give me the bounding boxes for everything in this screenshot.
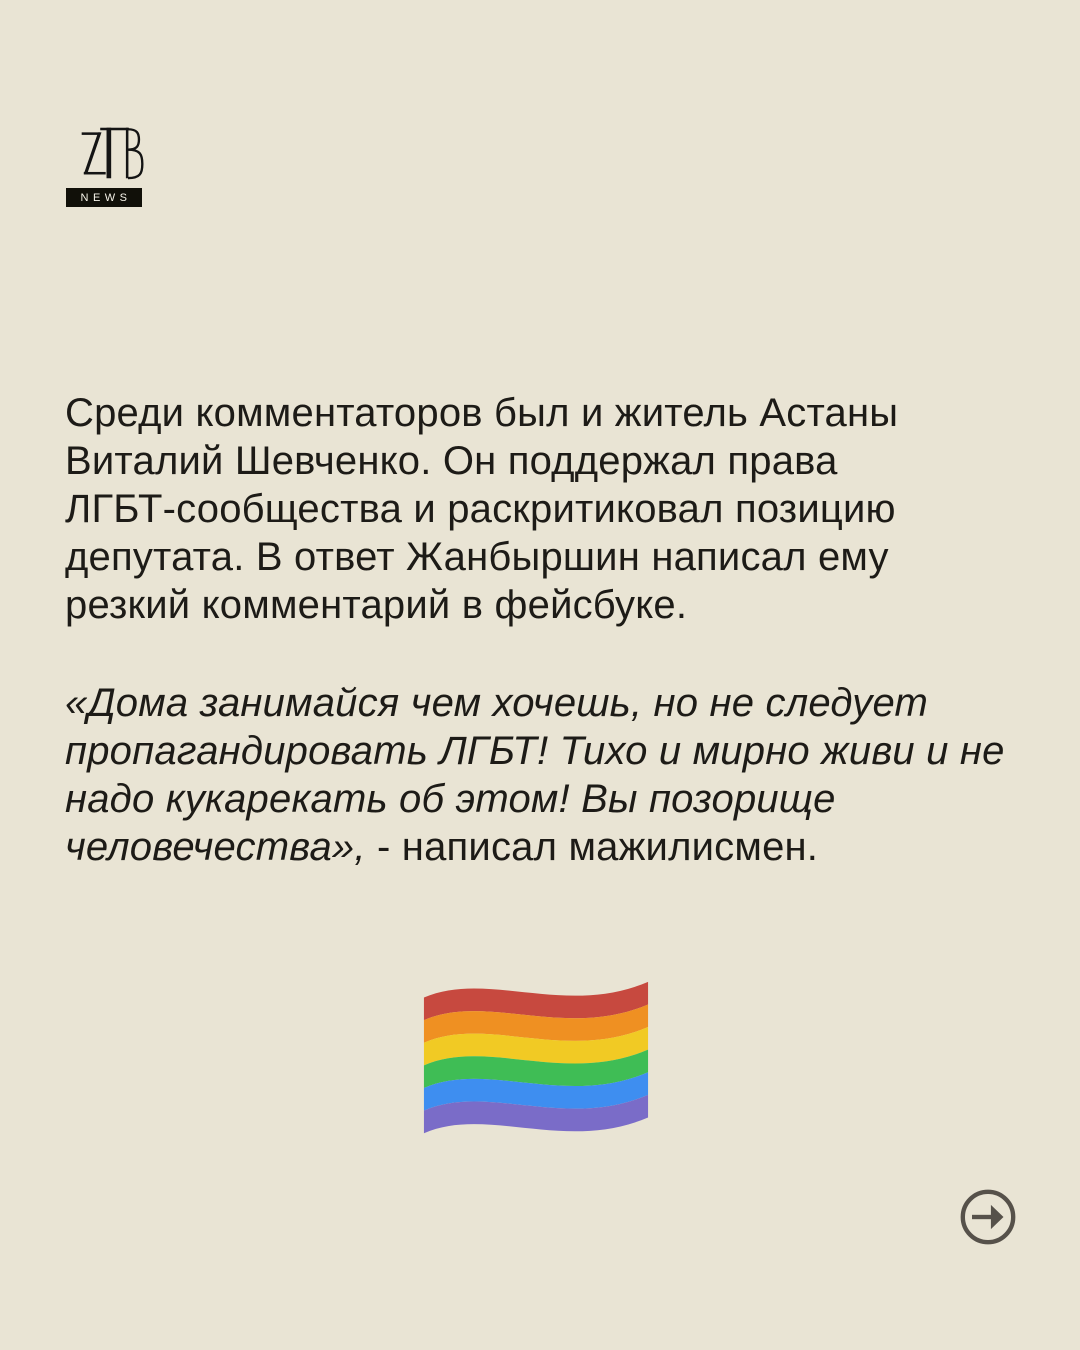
article-paragraph [65,389,1025,629]
article-line: депутата. В ответ Жанбыршин написал ему [65,535,889,579]
next-arrow-button[interactable] [957,1186,1019,1248]
quote-line: пропагандировать ЛГБТ! Тихо и мирно живи и не [65,729,1005,773]
arrow-right-circle-icon [957,1186,1019,1248]
quote-attribution: - написал мажилисмен. [365,825,819,869]
article-line: Виталий Шевченко. Он поддержал права [65,439,838,483]
brand-news-badge [66,188,142,207]
quote-line: «Дома занимайся чем хочешь, но не следует [65,681,929,725]
quote-line [65,823,1025,871]
quote-paragraph [65,679,1025,871]
quote-end: человечества», [65,825,366,869]
brand-news-label: NEWS [80,191,132,204]
ztb-monogram-icon [80,124,144,182]
article-line: ЛГБТ-сообщества и раскритиковал позицию [65,487,896,531]
brand-logo [66,124,144,207]
article-line: резкий комментарий в фейсбуке. [65,583,688,627]
article-line: Среди комментаторов был и житель Астаны [65,391,899,435]
rainbow-flag-icon [418,972,654,1145]
quote-line: надо кукарекать об этом! Вы позорище [65,777,836,821]
